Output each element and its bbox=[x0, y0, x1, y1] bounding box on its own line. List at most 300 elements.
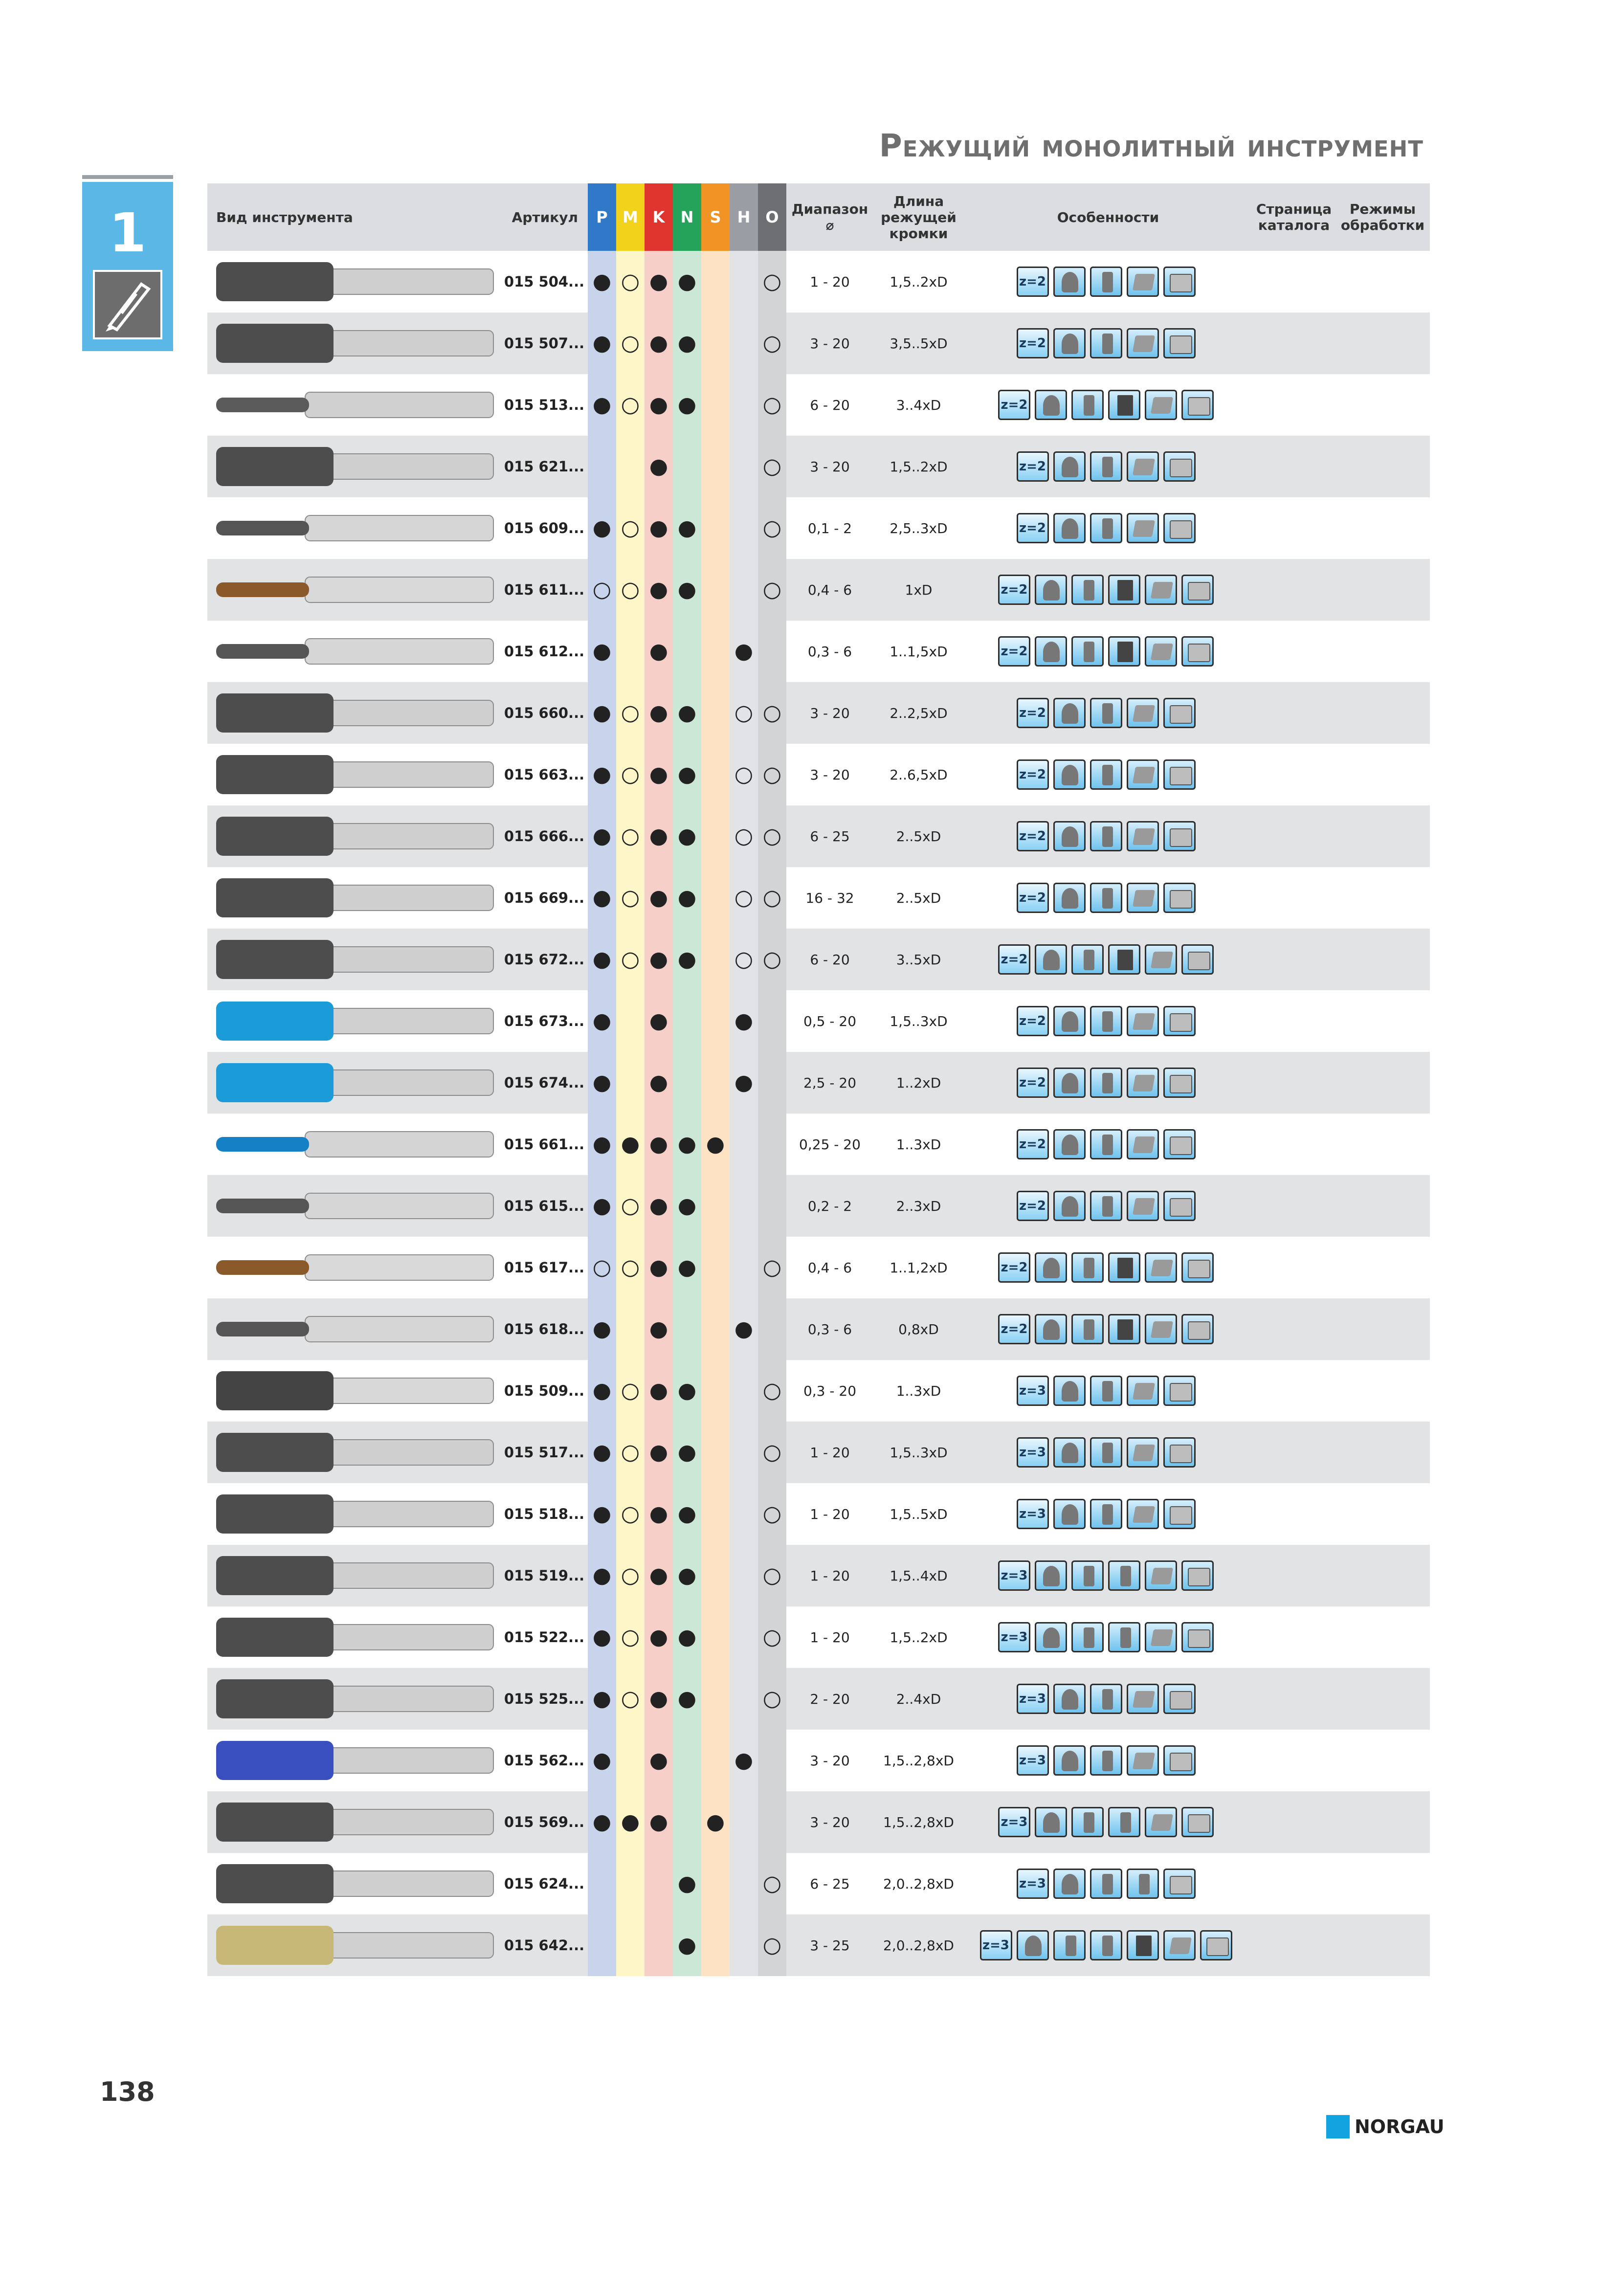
table-row bbox=[207, 497, 1430, 559]
cube2-feature-icon bbox=[1181, 1622, 1214, 1652]
material-s-mark bbox=[701, 805, 730, 867]
cutting-length: 1,5..2,8xD bbox=[873, 1791, 964, 1853]
features-cell bbox=[964, 1360, 1252, 1422]
cube2-feature-icon bbox=[1163, 1006, 1196, 1036]
material-k-mark: ● bbox=[645, 1360, 673, 1422]
end-mill-icon bbox=[212, 686, 496, 740]
flute-count-icon: z=2 bbox=[998, 390, 1030, 420]
article-number: 015 562... bbox=[501, 1730, 588, 1791]
article-number: 015 674... bbox=[501, 1052, 588, 1113]
cube2-feature-icon bbox=[1163, 1499, 1196, 1529]
tool-image bbox=[207, 621, 501, 682]
cutting-length: 2..3xD bbox=[873, 1175, 964, 1237]
features-cell bbox=[964, 1113, 1252, 1175]
material-o-mark: ○ bbox=[758, 559, 786, 621]
cube2-feature-icon bbox=[1181, 1807, 1214, 1837]
tool-image bbox=[207, 251, 501, 312]
diameter-range: 16 - 32 bbox=[786, 867, 873, 929]
material-s-mark bbox=[701, 312, 730, 374]
diameter-range: 3 - 25 bbox=[786, 1915, 873, 1976]
corner-feature-icon bbox=[1053, 328, 1086, 358]
end-mill-icon bbox=[212, 747, 496, 802]
machining-modes-cell bbox=[1335, 867, 1430, 929]
cube2-feature-icon bbox=[1163, 1191, 1196, 1221]
end-mill-icon bbox=[212, 501, 496, 556]
material-o-mark bbox=[758, 1730, 786, 1791]
features-cell bbox=[964, 1853, 1252, 1915]
material-p-mark: ● bbox=[588, 1483, 616, 1545]
cube2-feature-icon bbox=[1163, 698, 1196, 728]
material-p-mark: ● bbox=[588, 374, 616, 436]
material-s-mark bbox=[701, 1545, 730, 1606]
corner-feature-icon bbox=[1035, 1807, 1067, 1837]
article-number: 015 660... bbox=[501, 682, 588, 744]
material-n-mark: ● bbox=[673, 744, 701, 805]
long-feature-icon bbox=[1090, 883, 1122, 913]
material-k-mark: ● bbox=[645, 744, 673, 805]
diameter-range: 0,3 - 6 bbox=[786, 621, 873, 682]
material-p-mark: ● bbox=[588, 682, 616, 744]
material-s-mark bbox=[701, 497, 730, 559]
features-cell bbox=[964, 1545, 1252, 1606]
material-k-mark: ● bbox=[645, 1237, 673, 1298]
material-m-mark: ○ bbox=[616, 1545, 645, 1606]
cutting-length: 2..5xD bbox=[873, 867, 964, 929]
cutting-length: 1,5..5xD bbox=[873, 1483, 964, 1545]
col-range: Диапазон ⌀ bbox=[786, 183, 873, 251]
cutting-length: 1..3xD bbox=[873, 1113, 964, 1175]
machining-modes-cell bbox=[1335, 1052, 1430, 1113]
cutting-length: 1..3xD bbox=[873, 1360, 964, 1422]
article-number: 015 518... bbox=[501, 1483, 588, 1545]
material-o-mark: ○ bbox=[758, 744, 786, 805]
material-n-mark: ● bbox=[673, 559, 701, 621]
cutting-length: 1,5..4xD bbox=[873, 1545, 964, 1606]
material-h-mark bbox=[730, 251, 758, 312]
features-cell bbox=[964, 1791, 1252, 1853]
material-m-mark: ○ bbox=[616, 1237, 645, 1298]
cube2-feature-icon bbox=[1163, 1376, 1196, 1406]
material-h-mark bbox=[730, 312, 758, 374]
diameter-range: 1 - 20 bbox=[786, 1483, 873, 1545]
cube2-feature-icon bbox=[1181, 636, 1214, 667]
end-mill-icon bbox=[212, 1179, 496, 1233]
catalog-page-cell bbox=[1252, 1237, 1335, 1298]
material-p-mark: ● bbox=[588, 744, 616, 805]
table-row bbox=[207, 312, 1430, 374]
long-feature-icon bbox=[1090, 1376, 1122, 1406]
features-cell bbox=[964, 559, 1252, 621]
material-n-mark: ● bbox=[673, 682, 701, 744]
cube2-feature-icon bbox=[1181, 1560, 1214, 1591]
table-row bbox=[207, 682, 1430, 744]
end-mill-icon bbox=[212, 932, 496, 987]
table-row bbox=[207, 1915, 1430, 1976]
cube-feature-icon bbox=[1145, 1807, 1177, 1837]
diameter-range: 0,4 - 6 bbox=[786, 559, 873, 621]
article-number: 015 672... bbox=[501, 929, 588, 990]
machining-modes-cell bbox=[1335, 805, 1430, 867]
cube2-feature-icon bbox=[1163, 267, 1196, 297]
corner-feature-icon bbox=[1053, 698, 1086, 728]
material-n-mark: ● bbox=[673, 312, 701, 374]
tool-image bbox=[207, 1360, 501, 1422]
material-o-mark bbox=[758, 990, 786, 1052]
table-row bbox=[207, 1668, 1430, 1730]
end-mill-icon bbox=[212, 562, 496, 617]
material-o-mark: ○ bbox=[758, 374, 786, 436]
machining-modes-cell bbox=[1335, 251, 1430, 312]
material-p-mark bbox=[588, 1915, 616, 1976]
end-mill-icon bbox=[212, 1671, 496, 1726]
flute-count-icon: z=3 bbox=[1017, 1745, 1049, 1776]
end-mill-icon bbox=[212, 1363, 496, 1418]
corner-feature-icon bbox=[1053, 759, 1086, 790]
machining-modes-cell bbox=[1335, 436, 1430, 497]
material-p-mark: ● bbox=[588, 929, 616, 990]
corner-feature-icon bbox=[1035, 390, 1067, 420]
features-cell bbox=[964, 1422, 1252, 1483]
col-features: Особенности bbox=[964, 183, 1252, 251]
long-feature-icon bbox=[1090, 267, 1122, 297]
cutting-length: 2,0..2,8xD bbox=[873, 1853, 964, 1915]
material-k-mark bbox=[645, 1853, 673, 1915]
flute-count-icon: z=3 bbox=[1017, 1376, 1049, 1406]
flute-count-icon: z=3 bbox=[1017, 1437, 1049, 1468]
cube-feature-icon bbox=[1145, 1314, 1177, 1344]
catalog-page-cell bbox=[1252, 1545, 1335, 1606]
machining-modes-cell bbox=[1335, 744, 1430, 805]
machining-modes-cell bbox=[1335, 1422, 1430, 1483]
flute-count-icon: z=3 bbox=[1017, 1499, 1049, 1529]
material-m-mark: ○ bbox=[616, 559, 645, 621]
material-m-mark: ● bbox=[616, 1791, 645, 1853]
material-k-mark: ● bbox=[645, 1791, 673, 1853]
material-s-mark bbox=[701, 1853, 730, 1915]
material-s-mark bbox=[701, 1483, 730, 1545]
long-feature-icon bbox=[1071, 1807, 1104, 1837]
material-h-mark bbox=[730, 436, 758, 497]
cutting-length: 3,5..5xD bbox=[873, 312, 964, 374]
article-number: 015 618... bbox=[501, 1298, 588, 1360]
catalog-page-cell bbox=[1252, 1113, 1335, 1175]
material-o-mark: ○ bbox=[758, 1422, 786, 1483]
cube2-feature-icon bbox=[1181, 1314, 1214, 1344]
cutting-length: 2..2,5xD bbox=[873, 682, 964, 744]
features-cell bbox=[964, 1298, 1252, 1360]
material-h-mark bbox=[730, 559, 758, 621]
material-p-mark: ● bbox=[588, 1175, 616, 1237]
table-row bbox=[207, 436, 1430, 497]
cube-feature-icon bbox=[1127, 1068, 1159, 1098]
table-row bbox=[207, 1237, 1430, 1298]
flute-count-icon: z=2 bbox=[1017, 698, 1049, 728]
features-cell bbox=[964, 744, 1252, 805]
table-header bbox=[207, 183, 1430, 251]
material-n-mark: ● bbox=[673, 1606, 701, 1668]
material-k-mark: ● bbox=[645, 1113, 673, 1175]
features-cell bbox=[964, 621, 1252, 682]
diameter-range: 1 - 20 bbox=[786, 1422, 873, 1483]
cube-feature-icon bbox=[1145, 944, 1177, 975]
material-m-mark: ○ bbox=[616, 1606, 645, 1668]
corner-feature-icon bbox=[1053, 1006, 1086, 1036]
col-article: Артикул bbox=[501, 183, 588, 251]
material-s-mark: ● bbox=[701, 1113, 730, 1175]
machining-modes-cell bbox=[1335, 682, 1430, 744]
tool-image bbox=[207, 1545, 501, 1606]
cube-feature-icon bbox=[1127, 821, 1159, 851]
cutting-length: 1,5..2xD bbox=[873, 436, 964, 497]
machining-modes-cell bbox=[1335, 374, 1430, 436]
article-number: 015 519... bbox=[501, 1545, 588, 1606]
flute-count-icon: z=2 bbox=[1017, 759, 1049, 790]
diameter-range: 0,2 - 2 bbox=[786, 1175, 873, 1237]
material-o-mark: ○ bbox=[758, 867, 786, 929]
cube-feature-icon bbox=[1145, 1622, 1177, 1652]
catalog-page-cell bbox=[1252, 1668, 1335, 1730]
slot-feature-icon bbox=[1108, 636, 1140, 667]
corner-feature-icon bbox=[1053, 1499, 1086, 1529]
cube-feature-icon bbox=[1145, 575, 1177, 605]
material-p-mark: ● bbox=[588, 1730, 616, 1791]
material-k-mark: ● bbox=[645, 1606, 673, 1668]
material-p-mark: ● bbox=[588, 1360, 616, 1422]
tool-image bbox=[207, 1113, 501, 1175]
tool-image bbox=[207, 1483, 501, 1545]
material-k-mark: ● bbox=[645, 621, 673, 682]
end-mill-icon bbox=[212, 1240, 496, 1295]
col-tool: Вид инструмента bbox=[207, 183, 501, 251]
corner-feature-icon bbox=[1035, 1252, 1067, 1283]
long-feature-icon bbox=[1090, 1745, 1122, 1776]
tool-image bbox=[207, 929, 501, 990]
cutting-length: 2..4xD bbox=[873, 1668, 964, 1730]
col-material-n: N bbox=[673, 183, 701, 251]
diameter-range: 3 - 20 bbox=[786, 1730, 873, 1791]
long-feature-icon bbox=[1090, 759, 1122, 790]
logo-square-icon bbox=[1326, 2115, 1350, 2138]
catalog-page-cell bbox=[1252, 1730, 1335, 1791]
flute-count-icon: z=3 bbox=[998, 1560, 1030, 1591]
table-row bbox=[207, 744, 1430, 805]
cutting-length: 1,5..2xD bbox=[873, 251, 964, 312]
table-row bbox=[207, 1360, 1430, 1422]
material-o-mark: ○ bbox=[758, 1483, 786, 1545]
material-o-mark: ○ bbox=[758, 682, 786, 744]
article-number: 015 642... bbox=[501, 1915, 588, 1976]
long-feature-icon bbox=[1071, 636, 1104, 667]
tool-image bbox=[207, 1915, 501, 1976]
tool-image bbox=[207, 1422, 501, 1483]
material-h-mark bbox=[730, 374, 758, 436]
features-cell bbox=[964, 1915, 1252, 1976]
material-n-mark: ● bbox=[673, 929, 701, 990]
material-s-mark bbox=[701, 559, 730, 621]
diameter-range: 6 - 25 bbox=[786, 805, 873, 867]
slot-feature-icon bbox=[1108, 944, 1140, 975]
material-n-mark: ● bbox=[673, 1360, 701, 1422]
long-feature-icon bbox=[1071, 390, 1104, 420]
material-s-mark bbox=[701, 1237, 730, 1298]
long-feature-icon bbox=[1090, 451, 1122, 482]
end-mill-icon bbox=[212, 1856, 496, 1911]
material-h-mark: ● bbox=[730, 1298, 758, 1360]
material-m-mark bbox=[616, 990, 645, 1052]
cutting-length: 2,5..3xD bbox=[873, 497, 964, 559]
article-number: 015 504... bbox=[501, 251, 588, 312]
material-s-mark bbox=[701, 374, 730, 436]
tool-image bbox=[207, 1175, 501, 1237]
material-p-mark: ● bbox=[588, 1606, 616, 1668]
material-m-mark: ○ bbox=[616, 251, 645, 312]
cube-feature-icon bbox=[1127, 1006, 1159, 1036]
material-s-mark bbox=[701, 1915, 730, 1976]
material-n-mark: ● bbox=[673, 1915, 701, 1976]
long-feature-icon bbox=[1090, 698, 1122, 728]
machining-modes-cell bbox=[1335, 1668, 1430, 1730]
corner-feature-icon bbox=[1053, 1684, 1086, 1714]
material-k-mark: ● bbox=[645, 1668, 673, 1730]
corner-feature-icon bbox=[1053, 1129, 1086, 1159]
article-number: 015 621... bbox=[501, 436, 588, 497]
catalog-page-cell bbox=[1252, 1052, 1335, 1113]
material-m-mark: ○ bbox=[616, 1668, 645, 1730]
machining-modes-cell bbox=[1335, 1298, 1430, 1360]
end-mill-icon bbox=[212, 809, 496, 864]
material-p-mark: ● bbox=[588, 867, 616, 929]
diameter-range: 3 - 20 bbox=[786, 744, 873, 805]
diameter-range: 6 - 20 bbox=[786, 374, 873, 436]
end-mill-icon bbox=[212, 1610, 496, 1665]
machining-modes-cell bbox=[1335, 312, 1430, 374]
cube2-feature-icon bbox=[1163, 1437, 1196, 1468]
machining-modes-cell bbox=[1335, 1915, 1430, 1976]
long-feature-icon bbox=[1071, 1252, 1104, 1283]
material-n-mark bbox=[673, 1298, 701, 1360]
flute-count-icon: z=2 bbox=[1017, 1129, 1049, 1159]
long-feature-icon bbox=[1090, 1684, 1122, 1714]
table-row bbox=[207, 1175, 1430, 1237]
table-row bbox=[207, 1113, 1430, 1175]
cutting-length: 3..4xD bbox=[873, 374, 964, 436]
material-k-mark: ● bbox=[645, 1052, 673, 1113]
table-row bbox=[207, 621, 1430, 682]
catalog-page-cell bbox=[1252, 1422, 1335, 1483]
material-n-mark bbox=[673, 621, 701, 682]
long-feature-icon bbox=[1108, 1560, 1140, 1591]
cutting-length: 2..6,5xD bbox=[873, 744, 964, 805]
material-n-mark: ● bbox=[673, 1853, 701, 1915]
material-h-mark bbox=[730, 1175, 758, 1237]
end-mill-icon bbox=[212, 1055, 496, 1110]
diameter-range: 3 - 20 bbox=[786, 682, 873, 744]
material-o-mark bbox=[758, 1052, 786, 1113]
article-number: 015 615... bbox=[501, 1175, 588, 1237]
long-feature-icon bbox=[1090, 1191, 1122, 1221]
end-mill-icon bbox=[212, 1302, 496, 1357]
features-cell bbox=[964, 1052, 1252, 1113]
cutting-length: 1xD bbox=[873, 559, 964, 621]
material-o-mark bbox=[758, 1298, 786, 1360]
article-number: 015 569... bbox=[501, 1791, 588, 1853]
cube2-feature-icon bbox=[1181, 575, 1214, 605]
material-o-mark bbox=[758, 1791, 786, 1853]
flute-count-icon: z=2 bbox=[1017, 1068, 1049, 1098]
table-row bbox=[207, 929, 1430, 990]
cube-feature-icon bbox=[1127, 1745, 1159, 1776]
material-s-mark bbox=[701, 682, 730, 744]
end-mill-icon bbox=[212, 624, 496, 679]
features-cell bbox=[964, 497, 1252, 559]
material-s-mark bbox=[701, 251, 730, 312]
col-page: Страница каталога bbox=[1252, 183, 1335, 251]
cube-feature-icon bbox=[1127, 1191, 1159, 1221]
cutting-length: 1..1,2xD bbox=[873, 1237, 964, 1298]
features-cell bbox=[964, 867, 1252, 929]
catalog-page-cell bbox=[1252, 1175, 1335, 1237]
long-feature-icon bbox=[1090, 821, 1122, 851]
corner-feature-icon bbox=[1017, 1930, 1049, 1960]
article-number: 015 609... bbox=[501, 497, 588, 559]
table-row bbox=[207, 805, 1430, 867]
material-p-mark: ● bbox=[588, 1791, 616, 1853]
cube-feature-icon bbox=[1145, 1252, 1177, 1283]
material-n-mark: ● bbox=[673, 374, 701, 436]
cube-feature-icon bbox=[1127, 883, 1159, 913]
tool-image bbox=[207, 1298, 501, 1360]
machining-modes-cell bbox=[1335, 559, 1430, 621]
cutting-length: 1..1,5xD bbox=[873, 621, 964, 682]
cube2-feature-icon bbox=[1181, 1252, 1214, 1283]
material-m-mark bbox=[616, 1052, 645, 1113]
catalog-page-cell bbox=[1252, 1791, 1335, 1853]
machining-modes-cell bbox=[1335, 1175, 1430, 1237]
material-p-mark: ● bbox=[588, 1052, 616, 1113]
diameter-range: 1 - 20 bbox=[786, 1606, 873, 1668]
material-p-mark: ○ bbox=[588, 559, 616, 621]
corner-feature-icon bbox=[1053, 883, 1086, 913]
long-feature-icon bbox=[1090, 1068, 1122, 1098]
cutting-length: 1..2xD bbox=[873, 1052, 964, 1113]
cube2-feature-icon bbox=[1163, 759, 1196, 790]
cutting-length: 2,0..2,8xD bbox=[873, 1915, 964, 1976]
material-k-mark: ● bbox=[645, 312, 673, 374]
material-p-mark: ● bbox=[588, 1113, 616, 1175]
col-material-m: M bbox=[616, 183, 645, 251]
long-feature-icon bbox=[1090, 1499, 1122, 1529]
material-s-mark bbox=[701, 1606, 730, 1668]
diameter-range: 1 - 20 bbox=[786, 1545, 873, 1606]
flute-count-icon: z=2 bbox=[1017, 451, 1049, 482]
flute-count-icon: z=3 bbox=[1017, 1684, 1049, 1714]
diameter-range: 0,5 - 20 bbox=[786, 990, 873, 1052]
material-o-mark: ○ bbox=[758, 312, 786, 374]
material-n-mark: ● bbox=[673, 1422, 701, 1483]
material-m-mark: ○ bbox=[616, 682, 645, 744]
cube-feature-icon bbox=[1145, 1560, 1177, 1591]
material-h-mark: ● bbox=[730, 621, 758, 682]
machining-modes-cell bbox=[1335, 1791, 1430, 1853]
material-p-mark: ● bbox=[588, 621, 616, 682]
material-h-mark: ○ bbox=[730, 929, 758, 990]
col-material-k: K bbox=[645, 183, 673, 251]
material-h-mark bbox=[730, 1668, 758, 1730]
tool-image bbox=[207, 1237, 501, 1298]
machining-modes-cell bbox=[1335, 1606, 1430, 1668]
features-cell bbox=[964, 990, 1252, 1052]
features-cell bbox=[964, 1237, 1252, 1298]
